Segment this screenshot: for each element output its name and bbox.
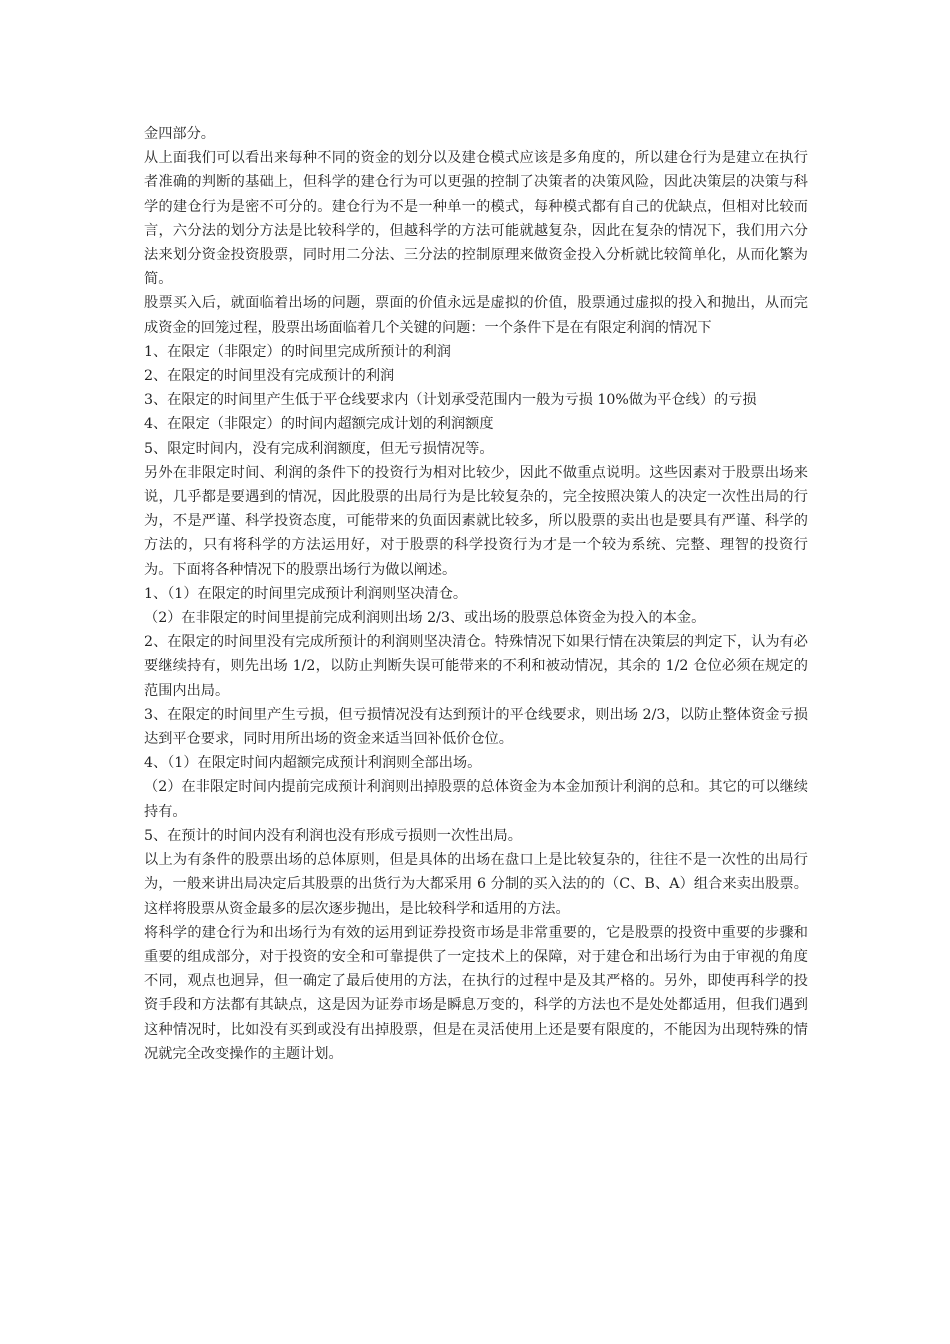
list-item: 5、限定时间内，没有完成利润额度，但无亏损情况等。 (144, 440, 494, 457)
list-item: 1、（1）在限定的时间里完成预计利润则坚决清仓。 (144, 585, 468, 602)
list-item: （2）在非限定时间内提前完成预计利润则出掉股票的总体资金为本金加预计利润的总和。其它的可以继续持有。 (144, 779, 808, 820)
document-body (144, 122, 808, 1066)
list-item: 4、（1）在限定时间内超额完成预计利润则全部出场。 (144, 755, 482, 772)
list-item: （2）在非限定的时间里提前完成利润则出场 2/3、或出场的股票总体资金为投入的本金。 (144, 610, 706, 627)
paragraph: 从上面我们可以看出来每种不同的资金的划分以及建仓模式应该是多角度的，所以建仓行为是建立在执行者准确的判断的基础上，但科学的建仓行为可以更强的控制了决策者的决策风险，因此决策层的决策与科学的建仓行为是密不可分的。建仓行为不是一种单一的模式，每种模式都有自己的优缺点，但相对比较而言，六分法的划分方法是比较科学的，但越科学的方法可能就越复杂，因此在复杂的情况下，我们用六分法来划分资金投资股票，同时用二分法、三分法的控制原理来做资金投入分析就比较简单化，从而化繁为简。 (144, 150, 808, 288)
list-item: 2、在限定的时间里没有完成预计的利润 (144, 368, 395, 385)
paragraph: 股票买入后，就面临着出场的问题，票面的价值永远是虚拟的价值，股票通过虚拟的投入和抛出，从而完成资金的回笼过程，股票出场面临着几个关键的问题：一个条件下是在有限定利润的情况下 (144, 295, 808, 336)
list-item: 4、在限定（非限定）的时间内超额完成计划的利润额度 (144, 416, 494, 433)
paragraph: 金四部分。 (144, 126, 215, 142)
paragraph: 将科学的建仓行为和出场行为有效的运用到证券投资市场是非常重要的，它是股票的投资中重要的步骤和重要的组成部分，对于投资的安全和可靠提供了一定技术上的保障，对于建仓和出场行为由于审视的角度不同，观点也迥异，但一确定了最后使用的方法，在执行的过程中是及其严格的。另外，即使再科学的投资手段和方法都有其缺点，这是因为证券市场是瞬息万变的，科学的方法也不是处处都适用，但我们遇到这种情况时，比如没有买到或没有出掉股票，但是在灵活使用上还是要有限度的，不能因为出现特殊的情况就完全改变操作的主题计划。 (144, 924, 808, 1062)
paragraph: 以上为有条件的股票出场的总体原则，但是具体的出场在盘口上是比较复杂的，往往不是一次性的出局行为，一般来讲出局决定后其股票的出货行为大都采用 6 分制的买入法的的（C、B、A）组合来卖出股票。这样将股票从资金最多的层次逐步抛出，是比较科学和适用的方法。 (144, 852, 808, 917)
paragraph: 另外在非限定时间、利润的条件下的投资行为相对比较少，因此不做重点说明。这些因素对于股票出场来说，几乎都是要遇到的情况，因此股票的出局行为是比较复杂的，完全按照决策人的决定一次性出局的行为，不是严谨、科学投资态度，可能带来的负面因素就比较多，所以股票的卖出也是要具有严谨、科学的方法的，只有将科学的方法运用好，对于股票的科学投资行为才是一个较为系统、完整、理智的投资行为。下面将各种情况下的股票出场行为做以阐述。 (144, 464, 808, 578)
list-item: 3、在限定的时间里产生低于平仓线要求内（计划承受范围内一般为亏损 10%做为平仓线）的亏损 (144, 392, 757, 409)
list-item: 5、在预计的时间内没有利润也没有形成亏损则一次性出局。 (144, 827, 522, 844)
list-item: 2、在限定的时间里没有完成所预计的利润则坚决清仓。特殊情况下如果行情在决策层的判定下，认为有必要继续持有，则先出场 1/2，以防止判断失误可能带来的不利和被动情况，其余的 1/2 仓位必须在规定的范围内出局。 (144, 634, 808, 699)
list-item: 3、在限定的时间里产生亏损，但亏损情况没有达到预计的平仓线要求，则出场 2/3，以防止整体资金亏损达到平仓要求，同时用所出场的资金来适当回补低价仓位。 (144, 706, 808, 748)
list-item: 1、在限定（非限定）的时间里完成所预计的利润 (144, 343, 451, 360)
